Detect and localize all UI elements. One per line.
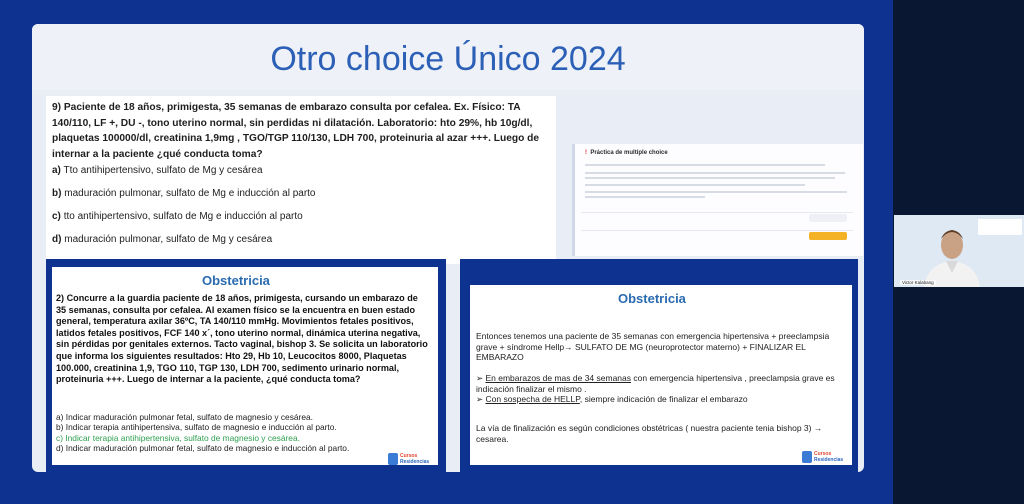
question-2-option-a: a) Indicar maduración pulmonar fetal, sulfato de magnesio y cesárea.	[56, 412, 313, 422]
left-card-title: Obstetricia	[202, 273, 270, 288]
presentation-slide	[32, 24, 864, 472]
right-card-title: Obstetricia	[618, 291, 686, 306]
question-9-option-b: b) maduración pulmonar, sulfato de Mg e inducción al parto	[52, 188, 316, 200]
explanation-bullets	[476, 373, 842, 405]
embedded-row-1	[581, 212, 853, 225]
question-2-options	[56, 412, 436, 454]
left-panel	[46, 259, 446, 472]
left-card	[52, 267, 438, 465]
question-9-option-a: a) Tto antihipertensivo, sulfato de Mg y cesárea	[52, 165, 263, 177]
bullet-2: ➢ Con sospecha de HELLP, siempre indicación de finalizar el embarazo	[476, 394, 748, 405]
embedded-screenshot-header: ! Práctica de multiple choice	[585, 150, 668, 156]
explanation-closing: La vía de finalización es según condiciones obstétricas ( nuestra paciente tenia bishop 3) → cesarea.	[476, 423, 823, 444]
embedded-row-2	[581, 230, 853, 243]
embedded-screenshot	[572, 144, 863, 256]
question-9-option-c: c) tto antihipertensivo, sulfato de Mg e inducción al parto	[52, 211, 303, 223]
alert-icon: !	[585, 150, 587, 156]
cursos-residencias-logo-2: Cursos Residencias	[802, 451, 848, 465]
bullet-1: ➢ En embarazos de mas de 34 semanas con emergencia hipertensiva , preeclampsia grave es indicación finalizar el mismo .	[476, 373, 835, 394]
webcam-tile[interactable]	[894, 215, 1024, 287]
right-panel	[460, 259, 858, 472]
slide-banner	[32, 24, 864, 90]
presenter-video	[894, 215, 1024, 287]
question-9-box	[46, 96, 556, 264]
question-2-option-b: b) Indicar terapia antihipertensiva, sulfato de magnesio e inducción al parto.	[56, 422, 337, 433]
question-2-stem: 2) Concurre a la guardia paciente de 18 años, primigesta, cursando un embarazo de 35 semanas, consulta por cefalea. Al examen físico se la encuentra en buen estado general, temperatura axilar 36ºC, TA 140/110 mmHg. Movimientos fetales positivos, latidos fetales positivos, FCF 140 x´, tono uterino normal, dinámica uterina negativa, sin pérdidas por genitales externos. Tacto vaginal, bishop 3. Se solicita un laboratorio que informa los siguientes resultados: Hto 29, Hb 10, Leucocitos 8000, Plaquetas 100.000, creatinina 1,9, TGO 110, TGP 130, LDH 700, sedimento urinario normal, proteinuria +++. Luego de internar a la paciente, ¿qué conducta toma?	[56, 293, 428, 385]
question-2-option-c-correct: c) Indicar terapia antihipertensiva, sulfato de magnesio y cesárea.	[56, 432, 300, 443]
slide-title: Otro choice Único 2024	[270, 40, 626, 78]
presenter-name: Victor Kalabang	[902, 280, 934, 285]
right-card	[470, 285, 852, 465]
cursos-residencias-logo: Cursos Residencias	[388, 453, 434, 467]
question-9-stem: 9) Paciente de 18 años, primigesta, 35 semanas de embarazo consulta por cefalea. Ex. Físico: TA 140/110, LF +, DU -, tono uterino normal, sin perdidas ni dilatación. Laboratorio: hto 29%, hb 10g/dl, plaquetas 100000/dl, creatinina 1,9mg , TGO/TGP 110/130, LDH 700, proteinuria al azar +++. Luego de internar a la paciente ¿qué conducta toma?	[52, 102, 540, 160]
question-2-option-d: d) Indicar maduración pulmonar fetal, sulfato de magnesio e inducción al parto.	[56, 443, 350, 454]
explanation-intro: Entonces tenemos una paciente de 35 semanas con emergencia hipertensiva + preeclampsia grave + síndrome Hellp→ SULFATO DE MG (neuroprotector materno) + FINALIZAR EL EMBARAZO	[476, 331, 830, 363]
question-9-option-d: d) maduración pulmonar, sulfato de Mg y cesárea	[52, 234, 273, 246]
